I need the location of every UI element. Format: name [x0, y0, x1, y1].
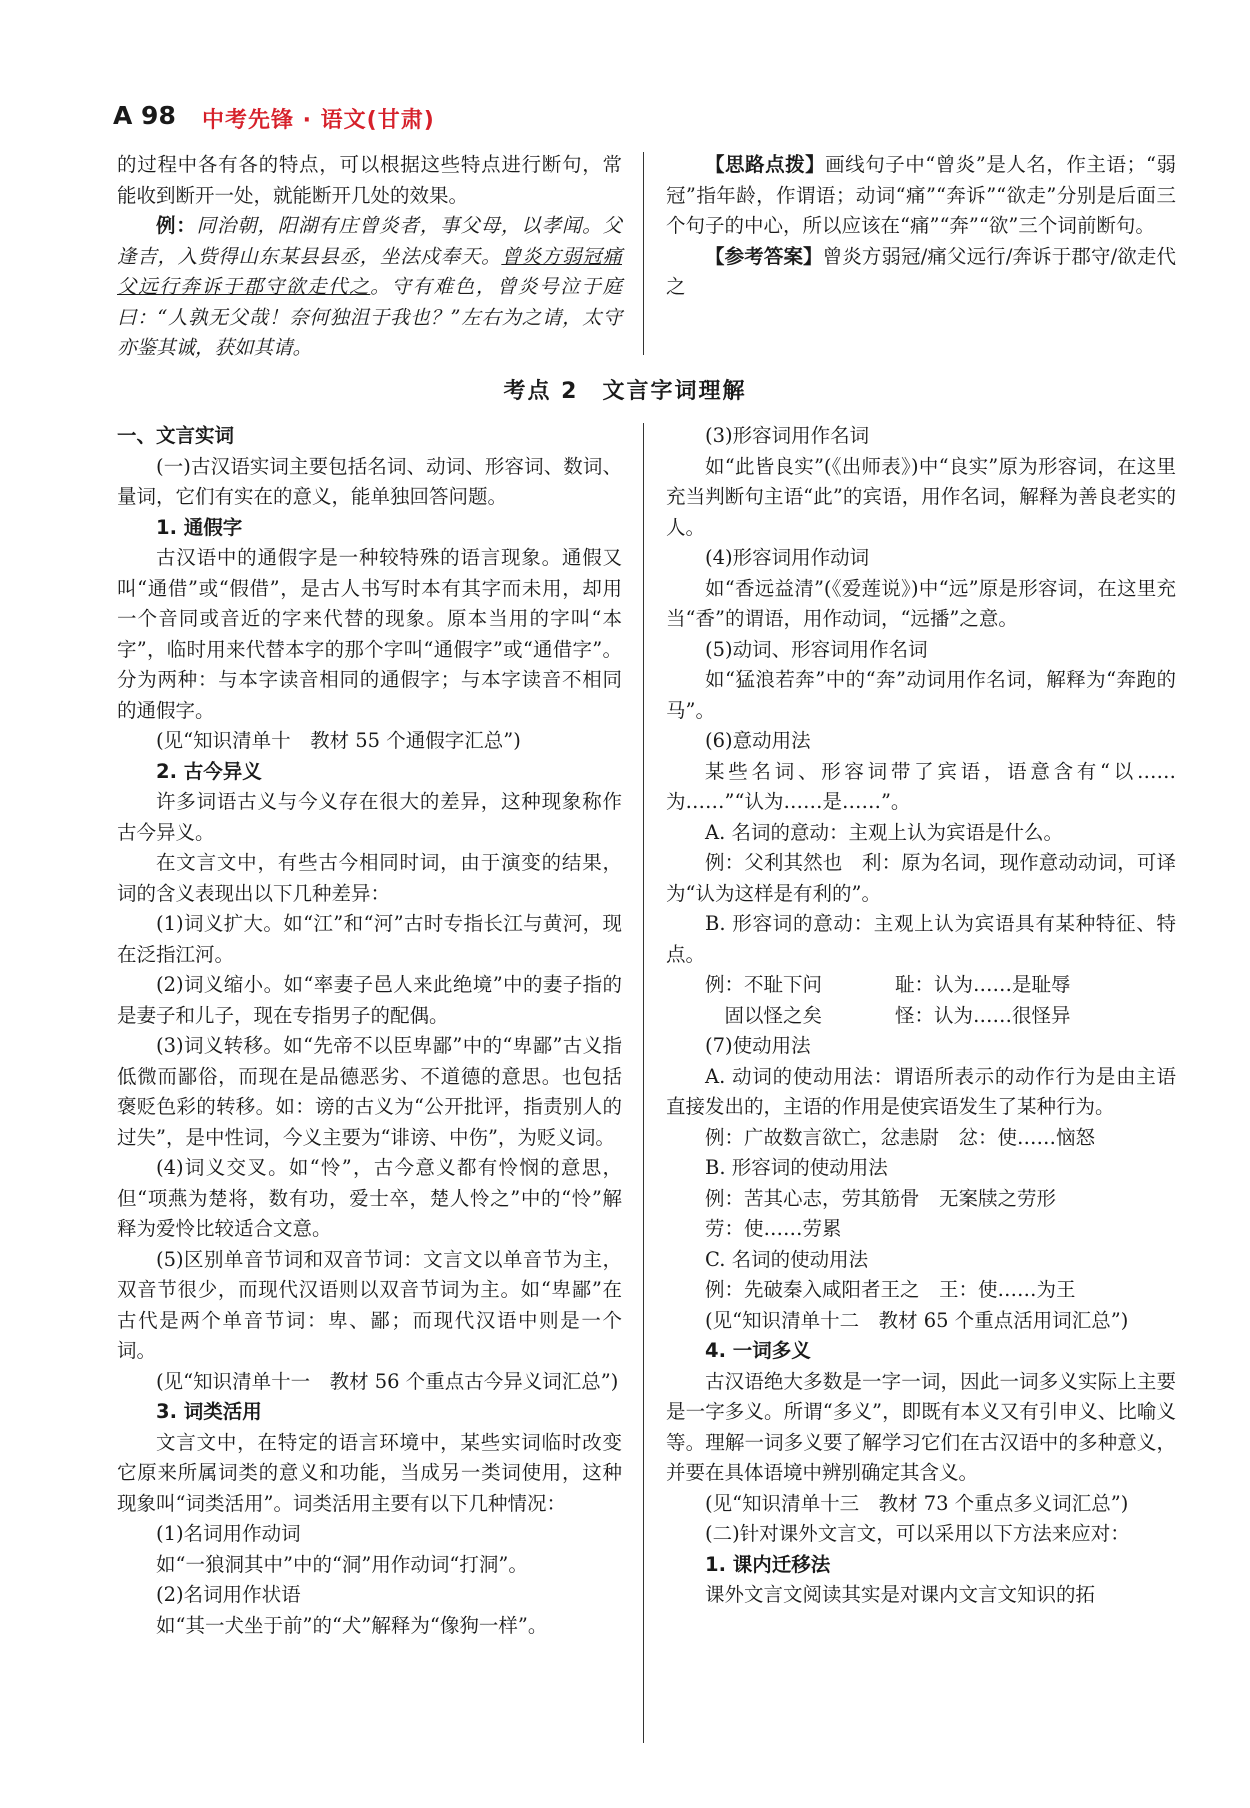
paragraph: (2)词义缩小。如“率妻子邑人来此绝境”中的妻子指的是妻子和儿子，现在专指男子的配偶。 [117, 973, 622, 1027]
example-label: 例： [156, 214, 197, 237]
paragraph: (3)词义转移。如“先帝不以臣卑鄙”中的“卑鄙”古义指低微而鄙俗，而现在是品德恶劣、不道德的意思。也包括褒贬色彩的转移。如：谤的古义为“公开批评，指责别人的过失”，是中性词，今义主要为“诽谤、中伤”，为贬义词。 [117, 1034, 622, 1149]
example-paragraph [117, 211, 622, 364]
reference: (见“知识清单十一 教材 56 个重点古今异义词汇总”) [156, 1369, 619, 1393]
reference: (见“知识清单十二 教材 65 个重点活用词汇总”) [705, 1308, 1129, 1332]
example-text: 同治朝，阳湖有庄曾炎者，事父母，以孝闻。父逢吉，入赀得山东某县县丞，坐法戍奉天。 [117, 214, 622, 268]
example-text: 。守有难色，曾炎号泣于庭曰：“人孰无父哉！奈何独沮于我也？”左右为之请，太守亦鉴其诚，获如其请。 [117, 275, 622, 359]
example-cell: 怪：认为……很怪异 [895, 1003, 1071, 1027]
paragraph: 如“猛浪若奔”中的“奔”动词用作名词，解释为“奔跑的马”。 [666, 668, 1176, 722]
paragraph: 课外文言文阅读其实是对课内文言文知识的拓 [705, 1583, 1096, 1606]
paragraph: 例：广故数言欲亡，忿恚尉 忿：使……恼怒 [705, 1125, 1096, 1149]
example-row [666, 970, 1176, 1001]
paragraph: 文言文中，在特定的语言环境中，某些实词临时改变它原来所属词类的意义和功能，当成另一类词使用，这种现象叫“词类活用”。词类活用主要有以下几种情况： [117, 1430, 622, 1515]
paragraph: 在文言文中，有些古今相同时词，由于演变的结果，词的含义表现出以下几种差异： [117, 851, 622, 905]
paragraph: 如“一狼洞其中”中的“洞”用作动词“打洞”。 [156, 1552, 528, 1576]
paragraph: 劳：使……劳累 [705, 1217, 842, 1240]
paragraph: (一)古汉语实词主要包括名词、动词、形容词、数词、量词，它们有实在的意义，能单独回答问题。 [117, 454, 622, 508]
paragraph: 古汉语中的通假字是一种较特殊的语言现象。通假又叫“通借”或“假借”，是古人书写时本有其字而未用，却用一个音同或音近的字来代替的现象。原本当用的字叫“本字”，临时用来代替本字的那个字叫“通假字”或“通借字”。分为两种：与本字读音相同的通假字；与本字读音不相同的通假字。 [117, 546, 622, 722]
subheading: 3. 词类活用 [156, 1400, 262, 1423]
heading: 一、文言实词 [117, 424, 235, 447]
example-cell: 耻：认为……是耻辱 [895, 973, 1071, 996]
paragraph: (6)意动用法 [705, 729, 811, 752]
reference: (见“知识清单十三 教材 73 个重点多义词汇总”) [705, 1491, 1129, 1515]
column-divider [643, 423, 644, 1743]
underlined-sentence: 曾炎方弱冠痛父远行奔诉于郡守欲走代之 [117, 244, 622, 298]
paragraph: 古汉语绝大多数是一字一词，因此一词多义实际上主要是一字多义。所谓“多义”，即既有本义又有引申义、比喻义等。理解一词多义要了解学习它们在古汉语中的多种意义，并要在具体语境中辨别确定其含义。 [666, 1369, 1176, 1484]
subheading: 2. 古今异义 [156, 759, 262, 783]
hint-text: 画线句子中“曾炎”是人名，作主语；“弱冠”指年龄，作谓语；动词“痛”“奔诉”“欲走”分别是后面三个句子的中心，所以应该在“痛”“奔”“欲”三个词前断句。 [666, 153, 1176, 237]
answer-paragraph [666, 242, 1176, 303]
example-cell: 例：不耻下问 [705, 973, 823, 996]
example-cell: 固以怪之矣 [705, 1003, 823, 1027]
paragraph: (1)词义扩大。如“江”和“河”古时专指长江与黄河，现在泛指江河。 [117, 912, 622, 966]
page-number: A 98 [113, 101, 176, 130]
paragraph: A. 动词的使动用法：谓语所表示的动作行为是由主语直接发出的，主语的作用是使宾语发生了某种行为。 [666, 1064, 1176, 1118]
hint-paragraph [666, 150, 1176, 242]
top-left-column [117, 150, 622, 364]
column-divider [643, 152, 644, 355]
paragraph: 的过程中各有各的特点，可以根据这些特点进行断句，常能收到断开一处，就能断开几处的效果。 [117, 153, 622, 207]
reference: (见“知识清单十 教材 55 个通假字汇总”) [156, 729, 521, 752]
book-title: 中考先锋 · 语文(甘肃) [202, 108, 435, 133]
paragraph: B. 形容词的使动用法 [705, 1156, 888, 1179]
paragraph: (二)针对课外文言文，可以采用以下方法来应对： [705, 1522, 1130, 1545]
paragraph: 如“此皆良实”(《出师表》)中“良实”原为形容词，在这里充当判断句主语“此”的宾语，用作名词，解释为善良老实的人。 [666, 454, 1176, 539]
paragraph: 例：苦其心志，劳其筋骨 无案牍之劳形 [705, 1186, 1057, 1210]
paragraph: 某些名词、形容词带了宾语，语意含有“以……为……”“认为……是……”。 [666, 759, 1176, 813]
paragraph: (5)区别单音节词和双音节词：文言文以单音节为主，双音节很少，而现代汉语则以双音节词为主。如“卑鄙”在古代是两个单音节词：卑、鄙；而现代汉语中则是一个词。 [117, 1247, 622, 1362]
left-column [117, 421, 622, 1641]
paragraph: (7)使动用法 [705, 1034, 811, 1057]
paragraph: 例：父利其然也 利：原为名词，现作意动动词，可译为“认为这样是有利的”。 [666, 851, 1176, 905]
subheading: 1. 通假字 [156, 515, 243, 539]
paragraph: 如“香远益清”(《爱莲说》)中“远”原是形容词，在这里充当“香”的谓语，用作动词，“远播”之意。 [666, 576, 1176, 630]
section-title: 考点 2 文言字词理解 [503, 379, 747, 404]
paragraph: (5)动词、形容词用作名词 [705, 637, 928, 661]
paragraph: (1)名词用作动词 [156, 1522, 301, 1545]
paragraph: (3)形容词用作名词 [705, 424, 870, 447]
example-row [666, 1001, 1176, 1032]
paragraph: A. 名词的意动：主观上认为宾语是什么。 [705, 820, 1063, 844]
paragraph: (4)形容词用作动词 [705, 546, 870, 569]
top-right-column [666, 150, 1176, 303]
subheading: 4. 一词多义 [705, 1339, 811, 1362]
answer-label: 【参考答案】 [705, 244, 823, 268]
paragraph: 如“其一犬坐于前”的“犬”解释为“像狗一样”。 [156, 1613, 548, 1637]
paragraph: (2)名词用作状语 [156, 1583, 301, 1606]
paragraph: 例：先破秦入咸阳者王之 王：使……为王 [705, 1278, 1076, 1301]
subheading: 1. 课内迁移法 [705, 1552, 831, 1576]
paragraph: (4)词义交叉。如“怜”，古今意义都有怜悯的意思，但“项燕为楚将，数有功，爱士卒，楚人怜之”中的“怜”解释为爱怜比较适合文意。 [117, 1156, 622, 1240]
paragraph: C. 名词的使动用法 [705, 1247, 869, 1271]
answer-text: 曾炎方弱冠/痛父远行/奔诉于郡守/欲走代之 [666, 244, 1176, 298]
hint-label: 【思路点拨】 [705, 153, 826, 176]
right-column [666, 421, 1176, 1611]
paragraph: B. 形容词的意动：主观上认为宾语具有某种特征、特点。 [666, 912, 1176, 966]
paragraph: 许多词语古义与今义存在很大的差异，这种现象称作古今异义。 [117, 790, 622, 844]
